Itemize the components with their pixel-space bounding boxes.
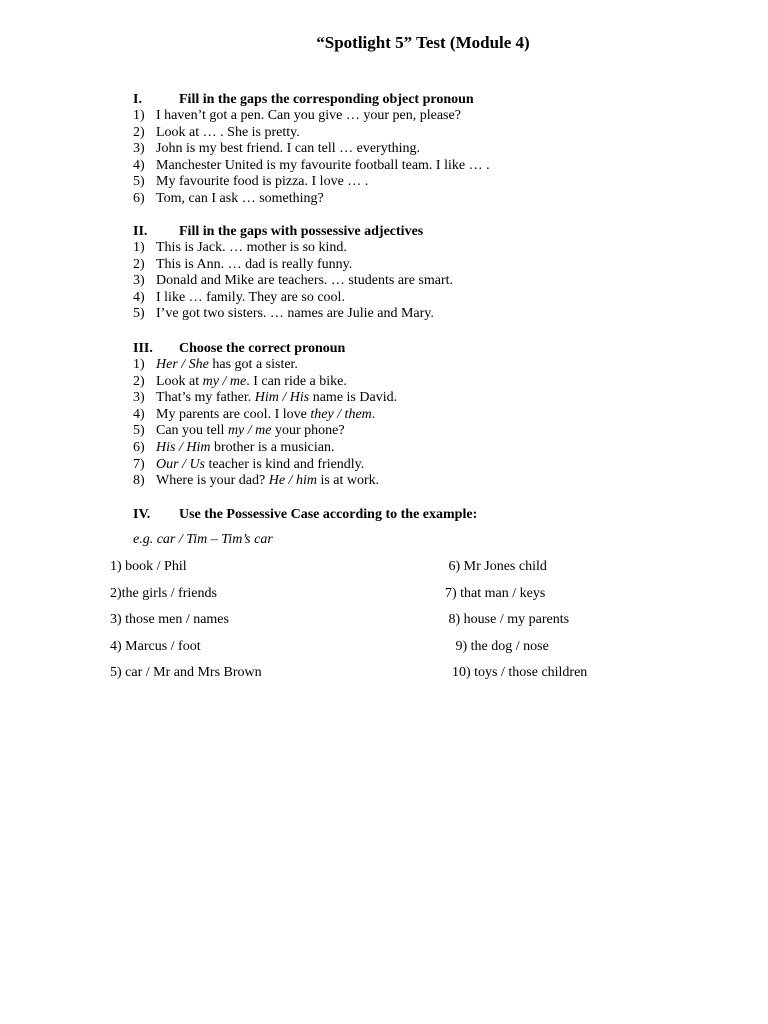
exercise-item [133,440,653,457]
item-text: This is Ann. … dad is really funny. [156,256,353,272]
possessive-item: 4) Marcus / foot [110,638,201,654]
page-title: “Spotlight 5” Test (Module 4) [316,33,530,52]
example-line [133,532,273,548]
exercise-item [133,273,653,290]
item-text: I’ve got two sisters. … names are Julie and Mary. [156,306,434,322]
item-number: 4) [133,289,145,305]
section-heading-text: Choose the correct pronoun [179,341,346,356]
item-text: I haven’t got a pen. Can you give … your pen, please? [156,108,461,123]
section-heading-text: Fill in the gaps the corresponding object pronoun [179,92,474,107]
exercise-item [133,357,653,374]
example-text: car / Tim – Tim’s car [153,532,273,547]
item-text: is at work. [316,473,380,489]
section-2 [133,223,653,323]
pronoun-choice: His / Him [156,439,211,455]
item-number: 5) [133,423,145,439]
example-prefix: e.g. [133,532,154,547]
item-number: 6) [133,439,145,455]
item-text: John is my best friend. I can tell … everything. [156,141,420,157]
section-heading [133,223,653,240]
pronoun-choice: they / them [310,406,372,422]
item-text: Tom, can I ask … something? [156,190,324,206]
possessive-item: 6) Mr Jones child [445,559,547,574]
item-text: My favourite food is pizza. I love … . [156,174,369,190]
item-text: That’s my father. [156,390,255,406]
exercise-item [133,473,653,490]
possessive-item: 5) car / Mr and Mrs Brown [110,665,262,680]
section-heading-text: Fill in the gaps with possessive adjectives [179,224,424,239]
section-number: III. [133,341,153,356]
item-number: 6) [133,190,145,206]
item-number: 2) [133,124,145,140]
item-number: 1) [133,357,145,372]
possessive-item: 7) that man / keys [445,585,546,601]
item-number: 1) [133,108,145,123]
item-text: Can you tell [156,423,228,439]
possessive-list-left [110,558,262,691]
pronoun-choice: Her / She [156,357,209,372]
item-number: 7) [133,456,145,472]
exercise-item [133,174,653,191]
section-number: I. [133,92,142,107]
possessive-item: 1) book / Phil [110,559,187,574]
item-text: Manchester United is my favourite football team. I like … . [156,157,490,173]
exercise-item [133,306,653,323]
exercise-item [133,108,653,125]
item-number: 3) [133,141,145,157]
pronoun-choice: He / him [268,473,317,489]
exercise-item [133,457,653,474]
item-text: has got a sister. [208,357,298,372]
pronoun-choice: my / me [227,423,272,439]
item-text: name is David. [309,390,398,406]
possessive-item: 10) toys / those children [445,665,588,680]
item-number: 1) [133,240,145,255]
item-number: 5) [133,174,145,190]
item-number: 3) [133,390,145,406]
item-number: 4) [133,406,145,422]
item-text: I like … family. They are so cool. [156,289,345,305]
exercise-item [133,290,653,307]
section-heading [133,91,653,108]
exercise-item [133,407,653,424]
item-text: My parents are cool. I love [156,406,311,422]
possessive-item: 3) those men / names [110,612,229,627]
item-number: 4) [133,157,145,173]
exercise-item [133,125,653,142]
exercise-item [133,390,653,407]
exercise-item [133,141,653,158]
pronoun-choice: my / me [202,373,247,389]
section-4 [133,506,653,523]
item-text: This is Jack. … mother is so kind. [156,240,347,255]
item-text: . [371,406,376,422]
exercise-item [133,423,653,440]
exercise-item [133,240,653,257]
item-text: . I can ride a bike. [246,373,347,389]
item-number: 3) [133,273,145,289]
section-heading-text: Use the Possessive Case according to the example: [179,507,478,522]
exercise-item [133,374,653,391]
possessive-item: 2)the girls / friends [110,585,217,601]
item-text: Where is your dad? [156,473,269,489]
section-3 [133,340,653,490]
section-heading [133,340,653,357]
section-heading [133,506,653,523]
item-text: Donald and Mike are teachers. … students are smart. [156,273,454,289]
possessive-list-right [445,558,587,691]
item-text: brother is a musician. [210,439,335,455]
possessive-item: 9) the dog / nose [445,638,549,654]
item-number: 8) [133,473,145,489]
exercise-item [133,158,653,175]
item-text: your phone? [271,423,345,439]
item-number: 5) [133,306,145,322]
item-text: Look at [156,373,203,389]
section-1 [133,91,653,208]
section-number: IV. [133,507,151,522]
item-text: Look at … . She is pretty. [156,124,300,140]
item-number: 2) [133,256,145,272]
item-text: teacher is kind and friendly. [205,456,365,472]
pronoun-choice: Our / Us [156,456,206,472]
exercise-item [133,191,653,208]
section-number: II. [133,224,148,239]
possessive-item: 8) house / my parents [445,612,570,627]
pronoun-choice: Him / His [254,390,310,406]
item-number: 2) [133,373,145,389]
exercise-item [133,257,653,274]
